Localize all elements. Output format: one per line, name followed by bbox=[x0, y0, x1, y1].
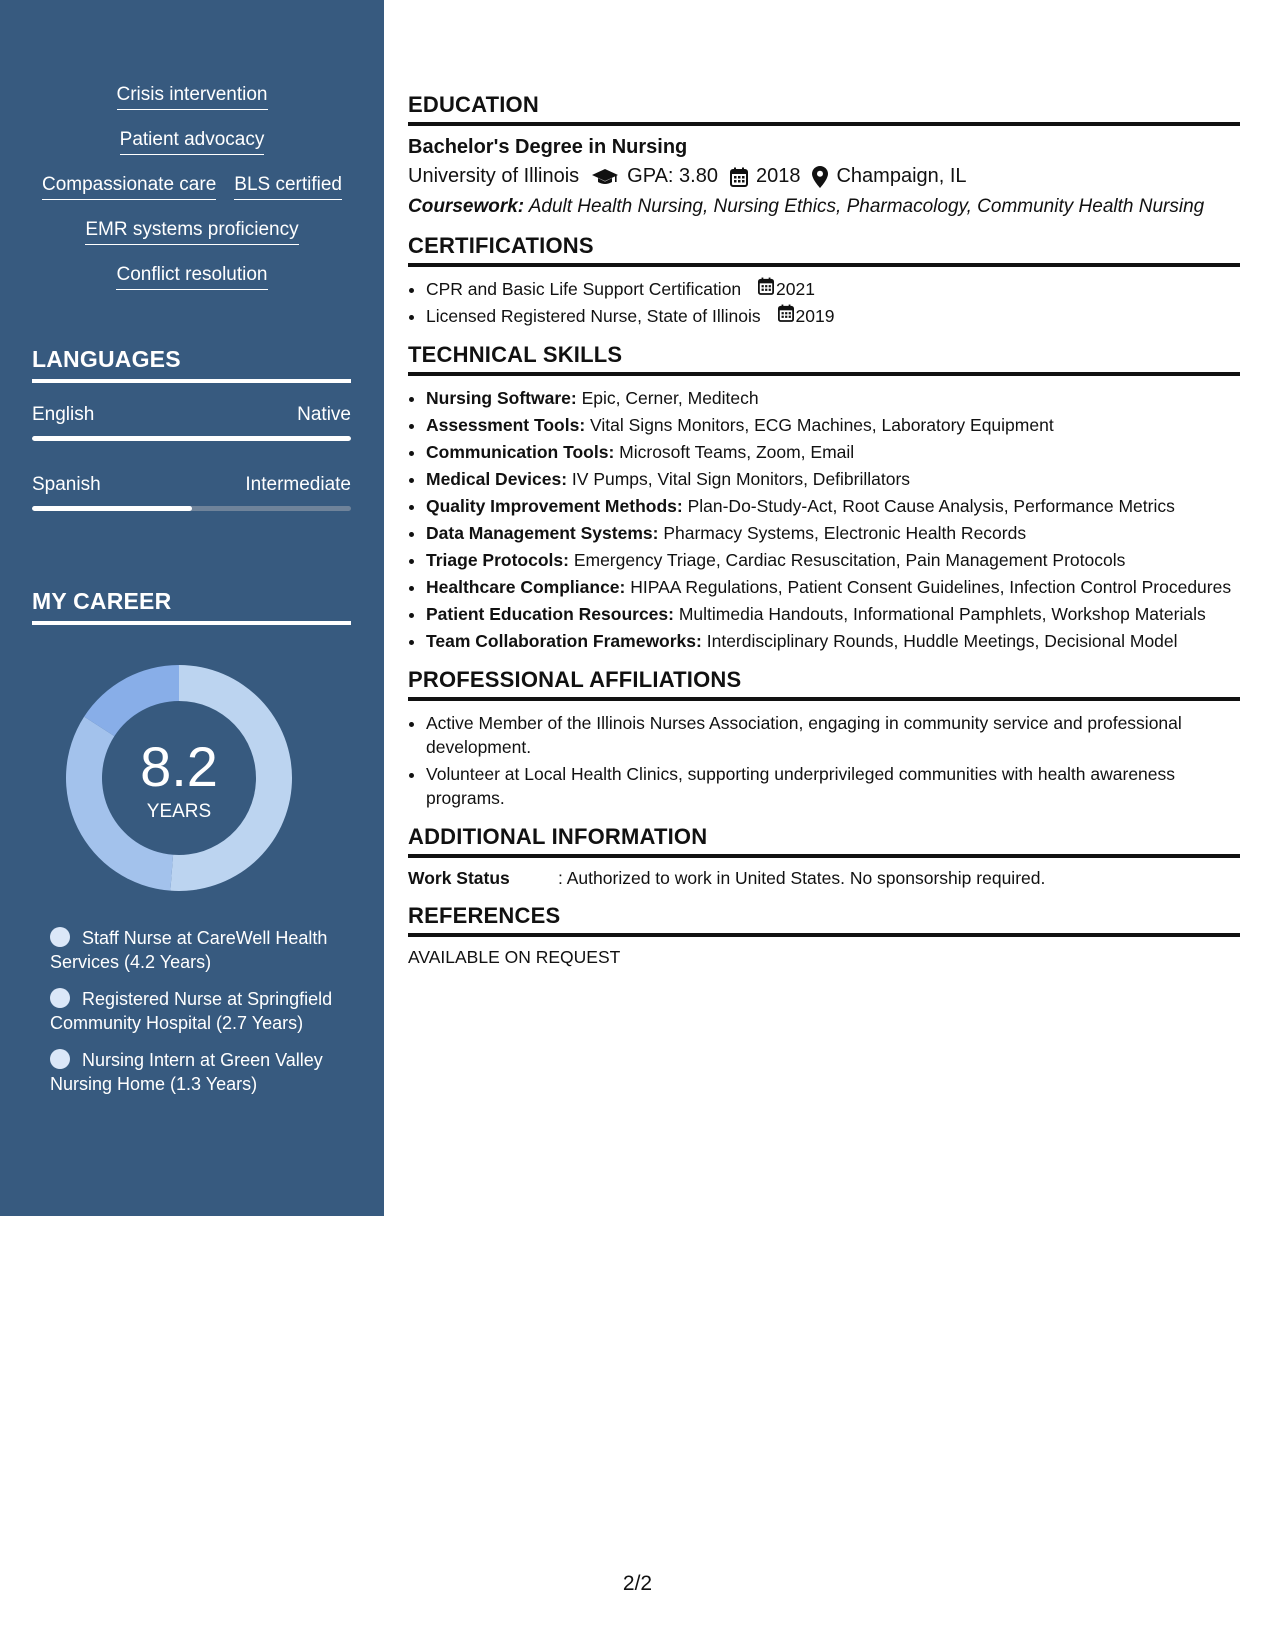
career-donut-chart bbox=[66, 665, 292, 891]
language-name: Spanish bbox=[32, 474, 101, 495]
education-section bbox=[408, 92, 1240, 219]
additional-info-section bbox=[408, 824, 1240, 889]
certification-year: 2021 bbox=[776, 279, 815, 299]
skill-category: Communication Tools: bbox=[426, 442, 615, 462]
skill-category: Quality Improvement Methods: bbox=[426, 496, 683, 516]
skill-chip: Patient advocacy bbox=[120, 129, 265, 155]
certification-name: CPR and Basic Life Support Certification bbox=[426, 279, 742, 299]
career-text: Staff Nurse at CareWell Health Services (4.2 Years) bbox=[50, 928, 328, 972]
coursework-label: Coursework: bbox=[408, 196, 525, 217]
section-title: ADDITIONAL INFORMATION bbox=[408, 824, 1240, 858]
certification-name: Licensed Registered Nurse, State of Illinois bbox=[426, 306, 761, 326]
skill-row bbox=[0, 264, 384, 290]
skill-chip: Crisis intervention bbox=[117, 84, 268, 110]
skill-chip: BLS certified bbox=[234, 174, 342, 200]
technical-skills-list bbox=[408, 386, 1240, 653]
language-bar bbox=[32, 436, 351, 441]
language-spanish bbox=[32, 474, 351, 511]
technical-skill-item bbox=[426, 521, 1240, 545]
skill-category: Healthcare Compliance: bbox=[426, 577, 626, 597]
references-section bbox=[408, 903, 1240, 968]
technical-skill-item bbox=[426, 386, 1240, 410]
page-number: 2/2 bbox=[622, 1572, 653, 1595]
languages-heading: LANGUAGES bbox=[32, 346, 351, 383]
location-pin-icon bbox=[812, 166, 828, 188]
section-title: PROFESSIONAL AFFILIATIONS bbox=[408, 667, 1240, 701]
skill-values: Pharmacy Systems, Electronic Health Records bbox=[663, 523, 1027, 543]
career-item bbox=[50, 926, 350, 974]
skill-chip: Compassionate care bbox=[42, 174, 216, 200]
graduation-year: 2018 bbox=[755, 165, 801, 187]
certification-item bbox=[426, 277, 1240, 301]
career-list bbox=[50, 926, 350, 1109]
gpa: GPA: 3.80 bbox=[627, 165, 718, 187]
language-bar-fill bbox=[32, 436, 351, 441]
language-name: English bbox=[32, 404, 95, 425]
language-bar bbox=[32, 506, 351, 511]
certification-year: 2019 bbox=[795, 306, 835, 326]
calendar-icon bbox=[778, 304, 794, 322]
certifications-section bbox=[408, 233, 1240, 328]
skill-chip: Conflict resolution bbox=[116, 264, 267, 290]
skill-category: Triage Protocols: bbox=[426, 550, 569, 570]
work-status-value: : Authorized to work in United States. No sponsorship required. bbox=[558, 868, 1046, 888]
career-dot bbox=[50, 927, 70, 947]
skill-row bbox=[0, 174, 384, 200]
career-total-years: 8.2 bbox=[140, 735, 218, 798]
certification-item bbox=[426, 304, 1240, 328]
skill-category: Data Management Systems: bbox=[426, 523, 659, 543]
skill-values: Epic, Cerner, Meditech bbox=[581, 388, 759, 408]
coursework-list: Adult Health Nursing, Nursing Ethics, Pharmacology, Community Health Nursing bbox=[528, 196, 1205, 217]
main-content bbox=[408, 92, 1240, 982]
section-title: REFERENCES bbox=[408, 903, 1240, 937]
technical-skill-item bbox=[426, 440, 1240, 464]
certifications-list bbox=[408, 277, 1240, 328]
career-item bbox=[50, 987, 350, 1035]
donut-center-label bbox=[66, 665, 292, 891]
technical-skill-item bbox=[426, 575, 1240, 599]
skills-list bbox=[0, 84, 384, 309]
skill-values: IV Pumps, Vital Sign Monitors, Defibrillators bbox=[571, 469, 911, 489]
language-english bbox=[32, 404, 351, 441]
degree-title: Bachelor's Degree in Nursing bbox=[408, 136, 688, 158]
affiliations-section bbox=[408, 667, 1240, 810]
skill-chip: EMR systems proficiency bbox=[85, 219, 298, 245]
school-name: University of Illinois bbox=[408, 165, 580, 187]
skill-category: Patient Education Resources: bbox=[426, 604, 674, 624]
coursework bbox=[408, 194, 1240, 219]
skill-category: Medical Devices: bbox=[426, 469, 568, 489]
education-details bbox=[408, 165, 1240, 188]
affiliations-list bbox=[408, 711, 1240, 810]
skill-values: Interdisciplinary Rounds, Huddle Meetings, Decisional Model bbox=[706, 631, 1178, 651]
affiliation-item: • Volunteer at Local Health Clinics, supporting underprivileged communities with health awareness programs. bbox=[426, 762, 1240, 810]
career-dot bbox=[50, 1049, 70, 1069]
section-title: CERTIFICATIONS bbox=[408, 233, 1240, 267]
skill-category: Nursing Software: bbox=[426, 388, 577, 408]
skill-values: Microsoft Teams, Zoom, Email bbox=[619, 442, 855, 462]
language-level: Native bbox=[297, 404, 351, 425]
section-title: TECHNICAL SKILLS bbox=[408, 342, 1240, 376]
technical-skills-section bbox=[408, 342, 1240, 653]
technical-skill-item bbox=[426, 413, 1240, 437]
sidebar bbox=[0, 0, 384, 1216]
skill-values: Vital Signs Monitors, ECG Machines, Laboratory Equipment bbox=[590, 415, 1054, 435]
skill-category: Assessment Tools: bbox=[426, 415, 586, 435]
skill-values: Multimedia Handouts, Informational Pamphlets, Workshop Materials bbox=[678, 604, 1206, 624]
language-bar-fill bbox=[32, 506, 192, 511]
technical-skill-item bbox=[426, 629, 1240, 653]
technical-skill-item bbox=[426, 602, 1240, 626]
work-status-row bbox=[408, 868, 1240, 889]
school-location: Champaign, IL bbox=[836, 165, 967, 187]
career-text: Nursing Intern at Green Valley Nursing Home (1.3 Years) bbox=[50, 1050, 323, 1094]
career-years-unit: YEARS bbox=[146, 801, 212, 822]
calendar-icon bbox=[730, 167, 748, 187]
technical-skill-item bbox=[426, 548, 1240, 572]
skill-row bbox=[0, 219, 384, 245]
career-heading: MY CAREER bbox=[32, 588, 351, 625]
section-title: EDUCATION bbox=[408, 92, 1240, 126]
skill-values: HIPAA Regulations, Patient Consent Guidelines, Infection Control Procedures bbox=[630, 577, 1232, 597]
career-item bbox=[50, 1048, 350, 1096]
references-text: AVAILABLE ON REQUEST bbox=[408, 947, 621, 967]
skill-values: Emergency Triage, Cardiac Resuscitation, Pain Management Protocols bbox=[573, 550, 1126, 570]
calendar-icon bbox=[758, 277, 774, 295]
career-text: Registered Nurse at Springfield Community Hospital (2.7 Years) bbox=[50, 989, 333, 1033]
work-status-label: Work Status bbox=[408, 868, 510, 888]
skill-category: Team Collaboration Frameworks: bbox=[426, 631, 702, 651]
graduation-cap-icon bbox=[591, 168, 619, 186]
skill-values: Plan-Do-Study-Act, Root Cause Analysis, Performance Metrics bbox=[687, 496, 1175, 516]
career-dot bbox=[50, 988, 70, 1008]
skill-row bbox=[0, 84, 384, 110]
technical-skill-item bbox=[426, 494, 1240, 518]
skill-row bbox=[0, 129, 384, 155]
technical-skill-item bbox=[426, 467, 1240, 491]
language-level: Intermediate bbox=[245, 474, 351, 495]
affiliation-item: • Active Member of the Illinois Nurses Association, engaging in community service and professional development. bbox=[426, 711, 1240, 759]
